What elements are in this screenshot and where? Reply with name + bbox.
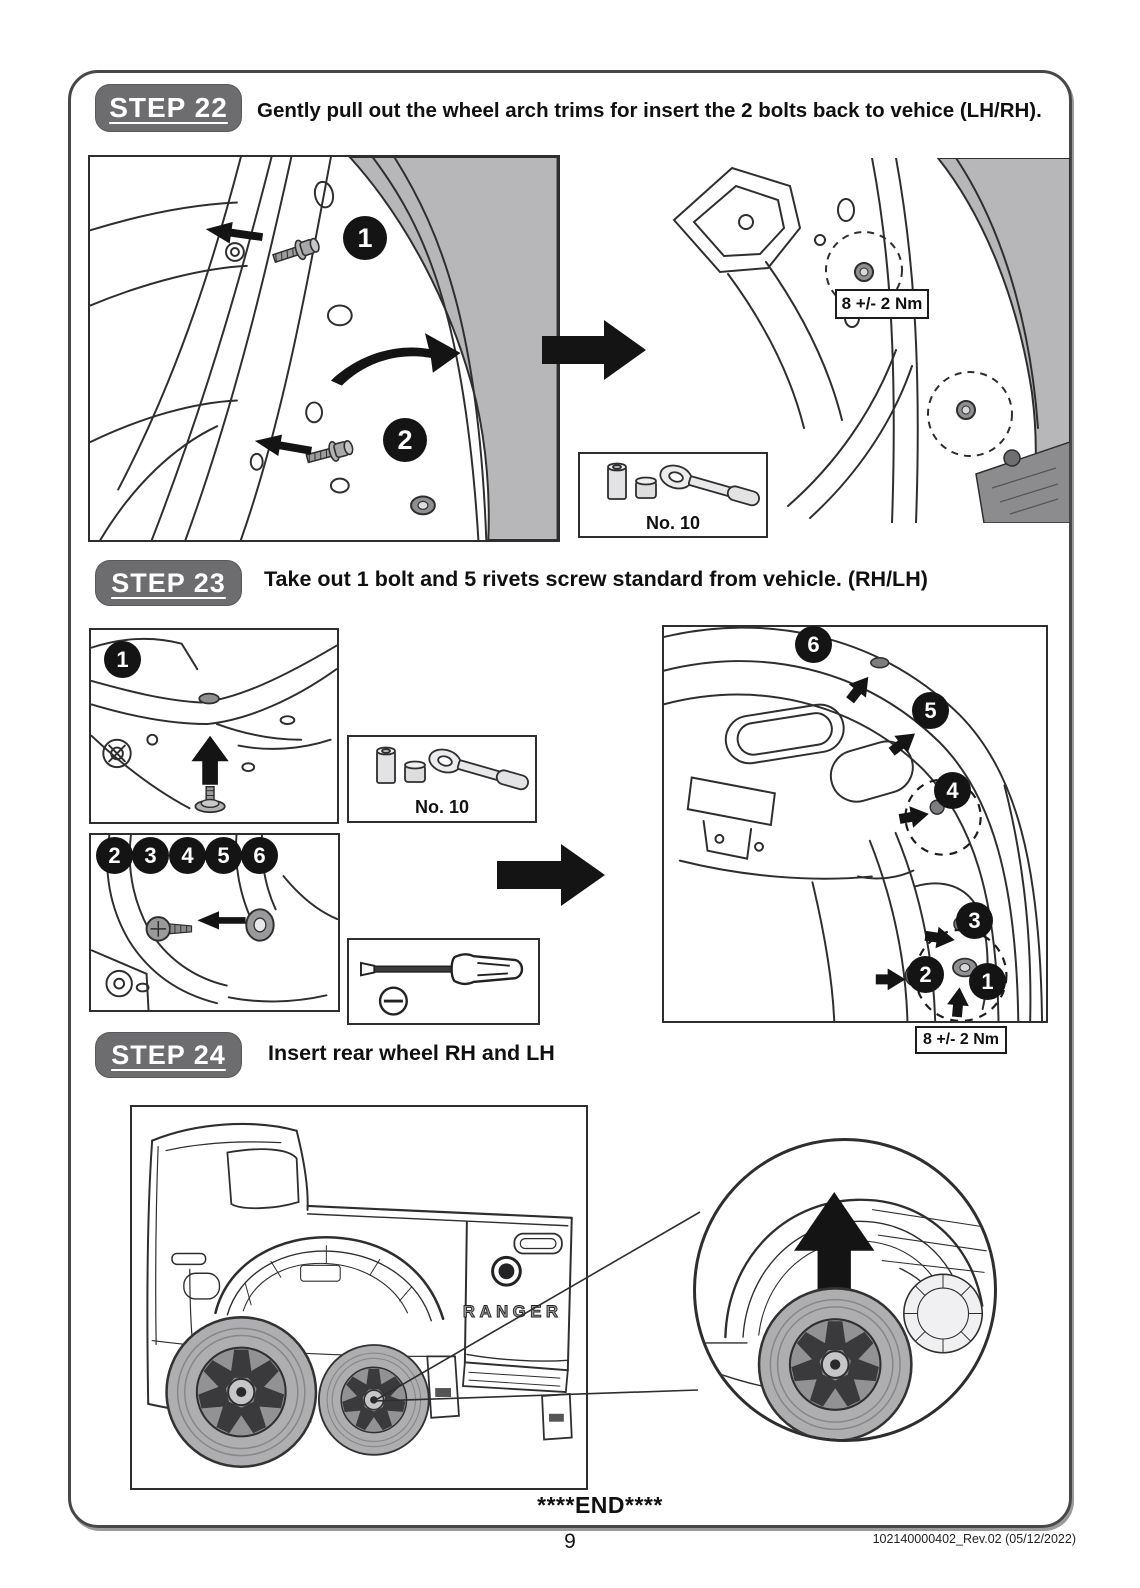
step22-left-figure [88, 155, 560, 542]
step23-callout-1-right: 1 [969, 963, 1006, 1000]
pointer-arrow-icon [946, 986, 970, 1017]
step22-callout-2: 2 [383, 418, 427, 462]
step24-caption: Insert rear wheel RH and LH [268, 1041, 555, 1065]
wheel-icon [759, 1288, 911, 1439]
step23-callout-3-right: 3 [956, 902, 993, 939]
bolt-icon [271, 235, 321, 268]
tailgate-text: RANGER [462, 1301, 563, 1321]
step22-torque-label: 8 +/- 2 Nm [835, 289, 929, 319]
ratchet-wrench-icon [349, 741, 535, 797]
step23-callout-4-right: 4 [934, 772, 971, 809]
pointer-arrow-icon [841, 670, 876, 707]
step24-badge-label: STEP 24 [111, 1039, 226, 1070]
document-reference: 102140000402_Rev.02 (05/12/2022) [872, 1532, 1076, 1546]
step22-tool-label: No. 10 [645, 513, 701, 533]
step23-torque-label: 8 +/- 2 Nm [915, 1026, 1007, 1054]
grommet-icon [246, 909, 273, 940]
step23-tool-label: No. 10 [414, 797, 470, 817]
wheel-arch-trim-illustration [90, 157, 558, 540]
step23-callout-6-left: 6 [241, 837, 278, 874]
right-arrow-icon [542, 318, 646, 382]
slot-screw-icon [380, 988, 407, 1015]
wheel-insert-detail-illustration [696, 1141, 994, 1439]
step23-badge [95, 560, 242, 606]
step23-callout-5-left: 5 [205, 837, 242, 874]
step23-callout-1-left: 1 [104, 641, 141, 678]
step23-callout-4-left: 4 [169, 837, 206, 874]
bolt-icon [855, 263, 873, 281]
step23-tool-box [347, 735, 537, 823]
wheel-icon [167, 1317, 316, 1466]
end-marker: ****END**** [537, 1492, 663, 1518]
right-arrow-icon [497, 842, 605, 908]
step23-callout-3-left: 3 [132, 837, 169, 874]
bolt-icon [957, 401, 975, 419]
page-number: 9 [564, 1530, 576, 1553]
step23-callout-2-left: 2 [96, 837, 133, 874]
step22-badge-label: STEP 22 [109, 92, 228, 123]
rivet-icon [147, 917, 192, 940]
callout-lines [364, 1200, 704, 1410]
step22-callout-1: 1 [343, 216, 387, 260]
screwdriver-icon [349, 940, 538, 1023]
step23-caption: Take out 1 bolt and 5 rivets screw standard from vehicle. (RH/LH) [264, 567, 928, 591]
step24-badge [95, 1032, 242, 1078]
bolt-icon [305, 437, 355, 468]
step23-badge-label: STEP 23 [111, 567, 226, 598]
step24-detail-circle [693, 1138, 997, 1442]
step23-screwdriver-box [347, 938, 540, 1025]
step22-tool-box [578, 452, 768, 538]
curved-arrow-icon [331, 333, 461, 385]
up-arrow-icon [191, 736, 228, 785]
step22-badge [95, 84, 242, 132]
ratchet-wrench-icon [580, 457, 766, 513]
step23-callout-2-right: 2 [907, 956, 944, 993]
step23-callout-5-right: 5 [912, 692, 949, 729]
pointer-arrow-icon [876, 968, 906, 990]
pointer-arrow-icon [898, 803, 931, 830]
step22-caption: Gently pull out the wheel arch trims for insert the 2 bolts back to vehice (LH/RH). [257, 99, 1042, 122]
left-arrow-icon [197, 911, 245, 929]
wheel-liner-illustration [664, 627, 1046, 1021]
step23-callout-6-right: 6 [795, 626, 832, 663]
bolt-icon [195, 787, 224, 812]
